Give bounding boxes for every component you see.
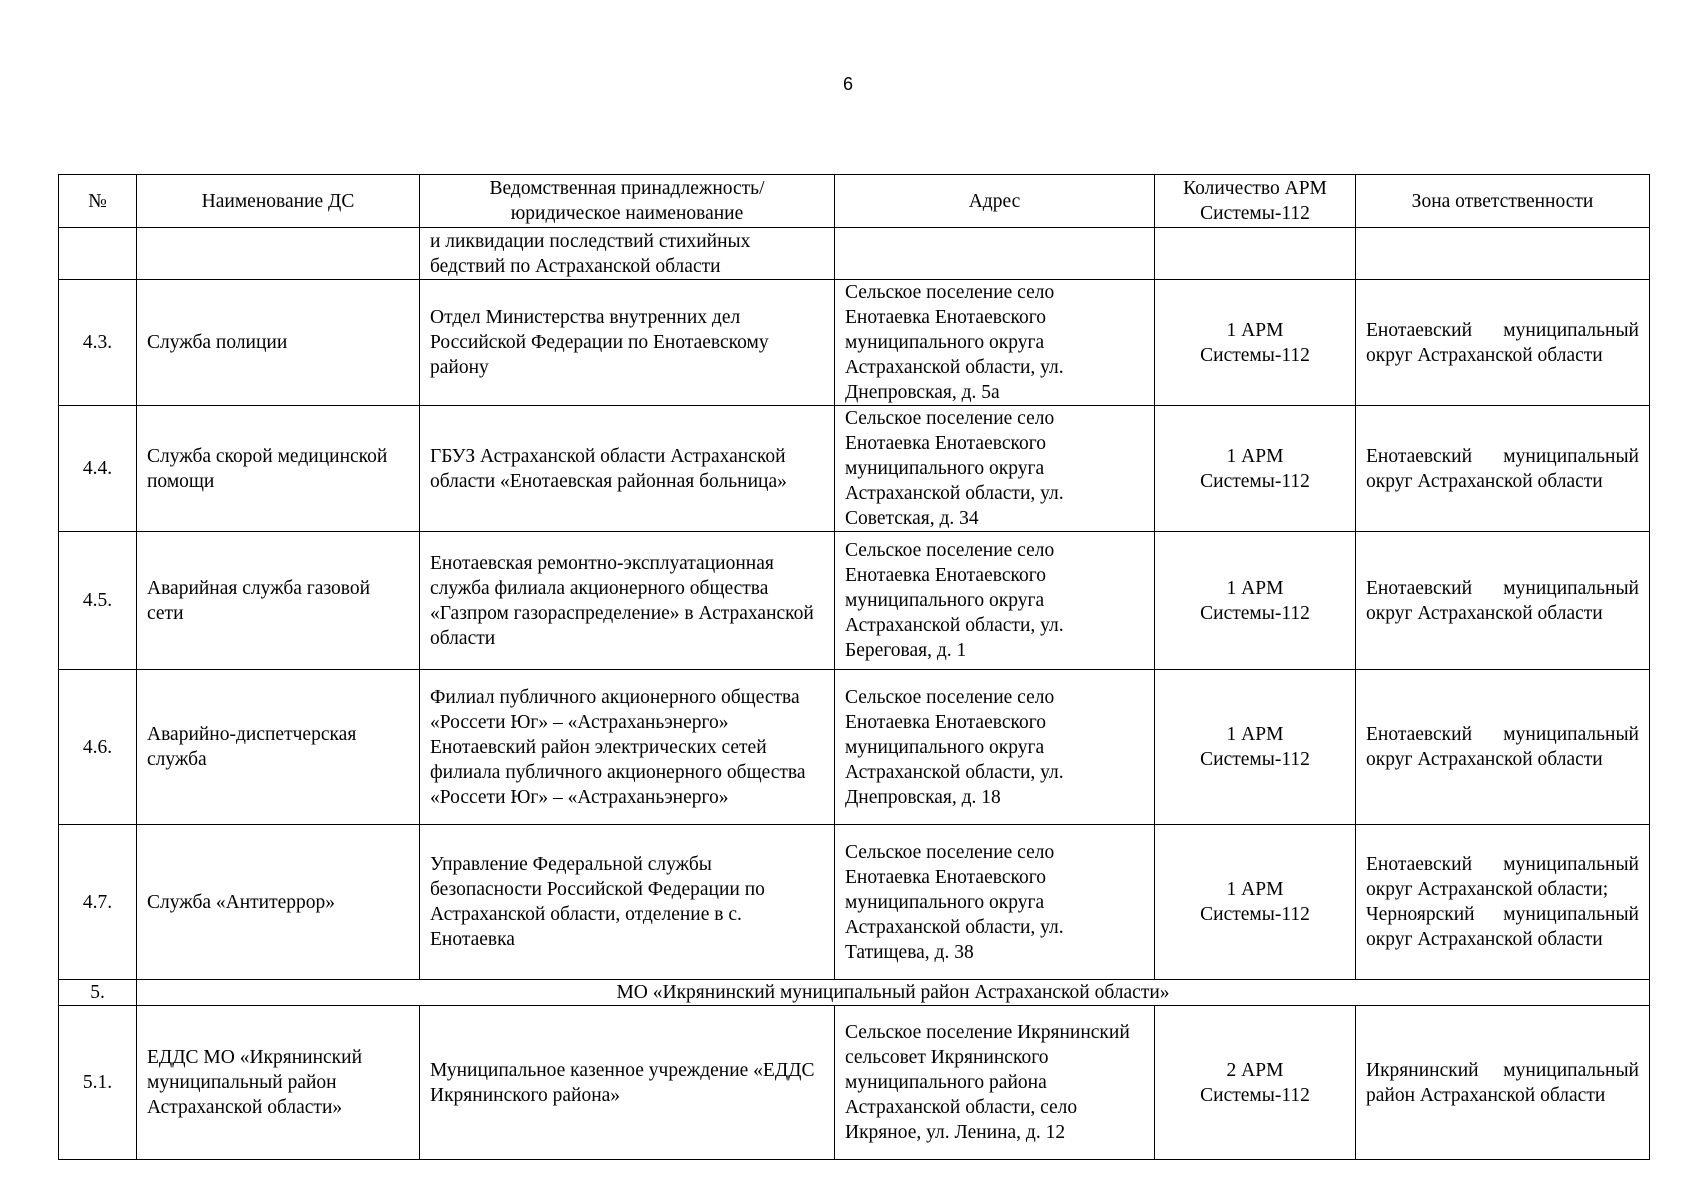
cell-dept: Енотаевская ремонтно-эксплуатационная служба филиала акционерного общества «Газпром газораспределение» в Астраханской области — [420, 532, 835, 670]
table-header-row — [59, 175, 1650, 228]
header-dept — [420, 175, 835, 228]
cell-num: 4.4. — [59, 406, 137, 532]
table-row — [59, 280, 1650, 406]
header-zone: Зона ответственности — [1356, 175, 1650, 228]
continuation-line1: и ликвидации последствий стихийных — [430, 230, 751, 252]
header-name: Наименование ДС — [137, 175, 420, 228]
cell-address — [835, 228, 1155, 280]
arm-system: Системы-112 — [1200, 344, 1310, 366]
arm-count: 1 АРМ — [1226, 879, 1284, 900]
continuation-row — [59, 228, 1650, 280]
cell-address: Сельское поселение село Енотаевка Енотаевского муниципального округа Астраханской области, ул. Днепровская, д. 18 — [835, 670, 1155, 825]
arm-count: 1 АРМ — [1226, 319, 1284, 341]
table-row — [59, 825, 1650, 980]
table-row — [59, 670, 1650, 825]
arm-count: 1 АРМ — [1226, 577, 1284, 599]
cell-num — [59, 228, 137, 280]
arm-system: Системы-112 — [1200, 470, 1310, 492]
header-address: Адрес — [835, 175, 1155, 228]
arm-count: 1 АРМ — [1226, 724, 1284, 745]
continuation-line2: бедствий по Астраханской области — [430, 255, 721, 277]
arm-system: Системы-112 — [1200, 1084, 1310, 1106]
cell-zone — [1356, 228, 1650, 280]
cell-arm — [1155, 406, 1356, 532]
cell-arm — [1155, 825, 1356, 980]
cell-arm — [1155, 280, 1356, 406]
cell-num: 4.5. — [59, 532, 137, 670]
header-arm-line1: Количество АРМ — [1183, 178, 1327, 199]
cell-name: ЕДДС МО «Икрянинский муниципальный район Астраханской области» — [137, 1006, 420, 1160]
cell-num: 5.1. — [59, 1006, 137, 1160]
cell-name: Аварийная служба газовой сети — [137, 532, 420, 670]
arm-system: Системы-112 — [1200, 904, 1310, 925]
section-title: МО «Икрянинский муниципальный район Астраханской области» — [137, 980, 1650, 1006]
cell-num: 4.3. — [59, 280, 137, 406]
cell-zone — [1356, 825, 1650, 980]
cell-name: Служба полиции — [137, 280, 420, 406]
cell-zone: Енотаевский муниципальный округ Астраханской области — [1356, 670, 1650, 825]
header-dept-line2: юридическое наименование — [510, 203, 744, 224]
cell-name — [137, 228, 420, 280]
cell-address: Сельское поселение село Енотаевка Енотаевского муниципального округа Астраханской области, ул. Советская, д. 34 — [835, 406, 1155, 532]
cell-name: Служба скорой медицинской помощи — [137, 406, 420, 532]
cell-dept: Отдел Министерства внутренних дел Российской Федерации по Енотаевскому району — [420, 280, 835, 406]
cell-dept — [420, 228, 835, 280]
zone-line2: Черноярский муниципальный округ Астраханской области — [1366, 904, 1639, 950]
section-num: 5. — [59, 980, 137, 1006]
cell-dept: Муниципальное казенное учреждение «ЕДДС Икрянинского района» — [420, 1006, 835, 1160]
cell-zone: Икрянинский муниципальный район Астраханской области — [1356, 1006, 1650, 1160]
cell-arm — [1155, 1006, 1356, 1160]
arm-count: 2 АРМ — [1226, 1059, 1284, 1081]
header-arm — [1155, 175, 1356, 228]
arm-system: Системы-112 — [1200, 749, 1310, 770]
cell-address: Сельское поселение село Енотаевка Енотаевского муниципального округа Астраханской области, ул. Береговая, д. 1 — [835, 532, 1155, 670]
arm-count: 1 АРМ — [1226, 445, 1284, 467]
table-row — [59, 532, 1650, 670]
zone-line1: Енотаевский муниципальный округ Астраханской области; — [1366, 854, 1639, 900]
cell-arm — [1155, 670, 1356, 825]
cell-zone: Енотаевский муниципальный округ Астраханской области — [1356, 406, 1650, 532]
cell-zone: Енотаевский муниципальный округ Астраханской области — [1356, 532, 1650, 670]
arm-system: Системы-112 — [1200, 602, 1310, 624]
cell-dept: Управление Федеральной службы безопасности Российской Федерации по Астраханской области, отделение в с. Енотаевка — [420, 825, 835, 980]
cell-arm — [1155, 228, 1356, 280]
table-row — [59, 1006, 1650, 1160]
cell-name: Аварийно-диспетчерская служба — [137, 670, 420, 825]
table-row — [59, 406, 1650, 532]
cell-dept: ГБУЗ Астраханской области Астраханской области «Енотаевская районная больница» — [420, 406, 835, 532]
cell-address: Сельское поселение село Енотаевка Енотаевского муниципального округа Астраханской области, ул. Татищева, д. 38 — [835, 825, 1155, 980]
header-arm-line2: Системы-112 — [1200, 203, 1310, 224]
section-row — [59, 980, 1650, 1006]
page-number: 6 — [842, 74, 853, 94]
cell-num: 4.7. — [59, 825, 137, 980]
services-table — [58, 174, 1650, 1160]
cell-zone: Енотаевский муниципальный округ Астраханской области — [1356, 280, 1650, 406]
header-dept-line1: Ведомственная принадлежность/ — [489, 178, 765, 199]
cell-name: Служба «Антитеррор» — [137, 825, 420, 980]
cell-address: Сельское поселение Икрянинский сельсовет Икрянинского муниципального района Астраханской области, село Икряное, ул. Ленина, д. 12 — [835, 1006, 1155, 1160]
cell-address: Сельское поселение село Енотаевка Енотаевского муниципального округа Астраханской области, ул. Днепровская, д. 5а — [835, 280, 1155, 406]
cell-arm — [1155, 532, 1356, 670]
header-num: № — [59, 175, 137, 228]
cell-num: 4.6. — [59, 670, 137, 825]
cell-dept: Филиал публичного акционерного общества «Россети Юг» – «Астраханьэнерго» Енотаевский район электрических сетей филиала публичного акционерного общества «Россети Юг» – «Астраханьэнерго» — [420, 670, 835, 825]
